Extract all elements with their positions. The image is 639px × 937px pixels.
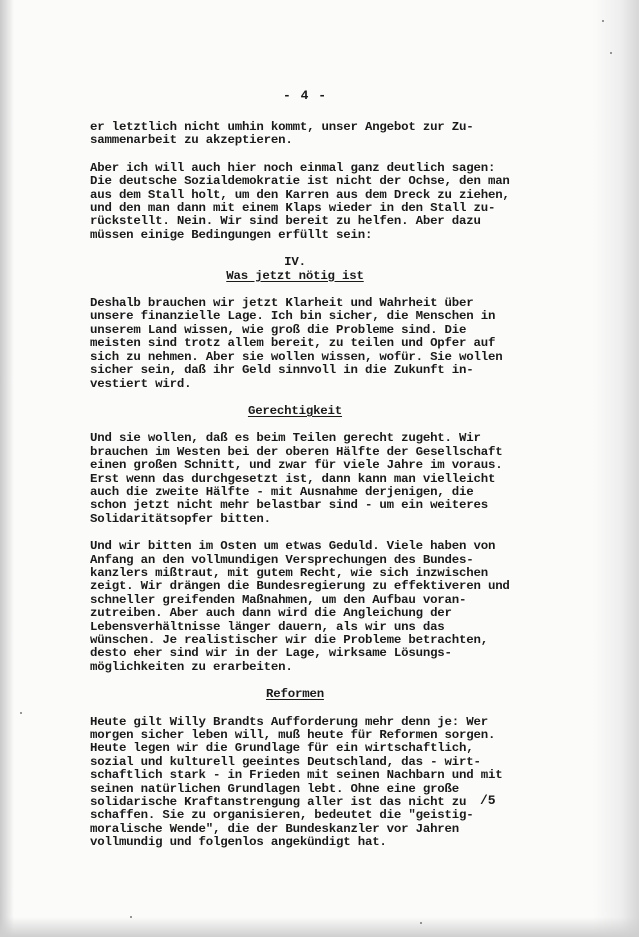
text-line: wünschen. Je realistischer wir die Probleme betrachten, [90,633,488,647]
scan-edge-left [0,0,14,937]
scan-edge-bottom [0,917,639,937]
text-line: schaffen. Sie zu organisieren, bedeutet die "geistig- [90,808,474,823]
section-heading [90,405,500,418]
text-line: unsere finanzielle Lage. Ich bin sicher, die Menschen in [90,309,496,324]
text-line: Die deutsche Sozialdemokratie ist nicht der Ochse, den man [90,174,510,189]
text-line: zutreiben. Aber auch dann wird die Angleichung der [90,606,452,621]
text-line: vestiert wird. [90,376,192,391]
text-line: moralische Wende", die der Bundeskanzler vor Jahren [90,821,460,836]
text-line: sozial und kulturell geeintes Deutschland, das - wirt- [90,754,481,769]
continuation-mark: /5 [480,793,496,808]
text-line: unserem Land wissen, wie groß die Probleme sind. Die [90,322,467,337]
text-line: Aber ich will auch hier noch einmal ganz deutlich sagen: [90,160,496,175]
scan-edge-right [593,0,639,937]
page-number: - 4 - [282,88,327,103]
paragraph [90,432,510,526]
text-line: Heute legen wir die Grundlage für ein wirtschaftlich, [90,741,474,756]
section-heading [90,256,500,283]
text-line: Deshalb brauchen wir jetzt Klarheit und Wahrheit über [90,296,474,311]
section-heading [90,688,500,701]
section-title: Reformen [266,687,324,702]
text-line: Und sie wollen, daß es beim Teilen gerecht zugeht. Wir [90,431,481,446]
text-line: auch die zweite Hälfte - mit Ausnahme derjenigen, die [90,484,474,499]
paragraph [90,540,510,674]
text-line: und den man dann mit einem Klaps wieder in den Stall zu- [90,201,496,216]
text-line: solidarische Kraftanstrengung aller ist das nicht zu [90,795,467,810]
scan-speckle [602,20,604,22]
section-title: Was jetzt nötig ist [226,268,364,283]
text-line: brauchen im Westen bei der oberen Hälfte der Gesellschaft [90,444,503,459]
text-line: schon jetzt nicht mehr belastbar sind - um ein weiteres [90,498,488,513]
text-line: zeigt. Wir drängen die Bundesregierung zu effektiveren und [90,579,510,594]
text-line: desto eher sind wir in der Lage, wirksame Lösungs- [90,646,452,661]
text-line: Solidaritätsopfer bitten. [90,511,271,526]
text-line: sammenarbeit zu akzeptieren. [90,133,293,148]
text-line: Erst wenn das durchgesetzt ist, dann kann man vielleicht [90,471,496,486]
text-line: sich zu nehmen. Aber sie wollen wissen, wofür. Sie wollen [90,349,503,364]
text-line: sicher sein, daß ihr Geld sinnvoll in die Zukunft in- [90,363,474,378]
text-line: müssen einige Bedingungen erfüllt sein: [90,227,373,242]
text-line: vollmundig und folgenlos angekündigt hat. [90,835,387,850]
text-line: Anfang an den vollmundigen Versprechungen des Bundes- [90,552,474,567]
text-line: morgen sicher leben will, muß heute für Reformen sorgen. [90,728,496,743]
text-line: einen großen Schnitt, und zwar für viele Jahre im voraus. [90,458,503,473]
scan-speckle [130,916,132,918]
text-line: rückstellt. Nein. Wir sind bereit zu helfen. Aber dazu [90,214,481,229]
text-line: Heute gilt Willy Brandts Aufforderung mehr denn je: Wer [90,714,488,729]
paragraph [90,716,510,850]
text-line: schaftlich stark - in Frieden mit seinen Nachbarn und mit [90,768,503,783]
text-line: schneller greifenden Maßnahmen, um den Aufbau voran- [90,592,467,607]
text-line: Lebensverhältnisse länger dauern, als wir uns das [90,619,445,634]
section-title: Gerechtigkeit [247,403,343,418]
document-body [90,121,510,864]
text-line: seinen natürlichen Grundlagen lebt. Ohne eine große [90,781,460,796]
scan-speckle [610,52,612,54]
paragraph [90,121,510,148]
text-line: kanzlers mißtraut, mit gutem Recht, wie sich inzwischen [90,565,488,580]
text-line: er letztlich nicht umhin kommt, unser Angebot zur Zu- [90,120,474,134]
section-number: IV. [284,255,306,270]
text-line: meisten sind trotz allem bereit, zu teilen und Opfer auf [90,336,496,351]
scan-speckle [20,712,22,714]
paragraph [90,297,510,391]
text-line: Und wir bitten im Osten um etwas Geduld. Viele haben von [90,539,496,554]
scan-speckle [420,922,422,924]
text-line: aus dem Stall holt, um den Karren aus dem Dreck zu ziehen, [90,187,510,202]
text-line: möglichkeiten zu erarbeiten. [90,659,293,674]
paragraph [90,162,510,242]
